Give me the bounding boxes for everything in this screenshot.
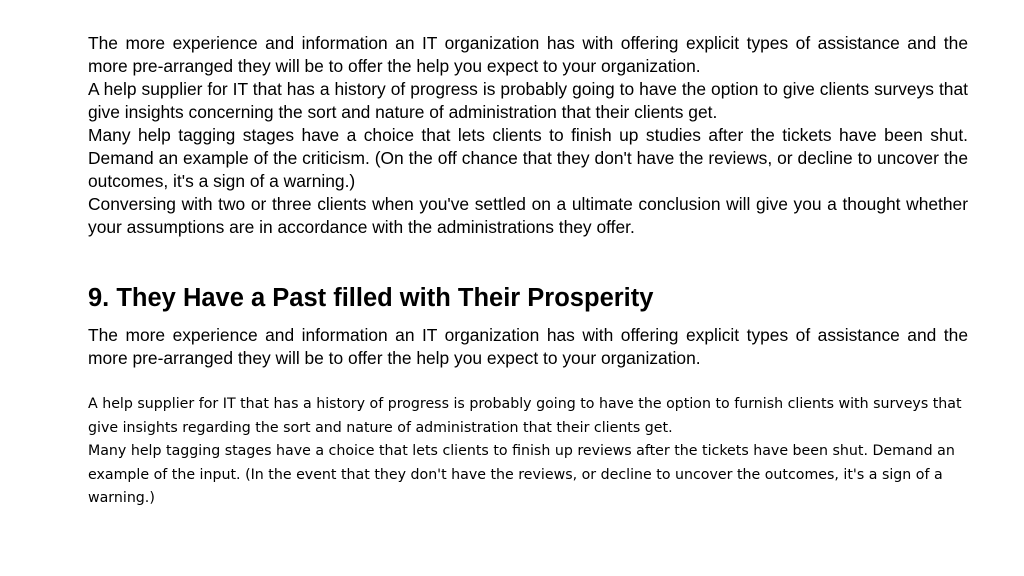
section-intro-block: [88, 324, 968, 370]
top-text-block: [88, 32, 968, 239]
paragraph-tagging: Many help tagging stages have a choice that lets clients to finish up studies after the tickets have been shut. Demand an example of the criticism. (On the off chance that they don't have the reviews, or decline to uncover the outcomes, it's a sign of a warning.): [88, 125, 968, 191]
paragraph-history-alt: A help supplier for IT that has a history of progress is probably going to have the option to furnish clients with surveys that give insights regarding the sort and nature of administration that their clients get.: [88, 396, 962, 436]
paragraph-conversing: Conversing with two or three clients when you've settled on a ultimate conclusion will give you a thought whether your assumptions are in accordance with the administrations they offer.: [88, 194, 968, 237]
paragraph-experience: The more experience and information an IT organization has with offering explicit types of assistance and the more pre-arranged they will be to offer the help you expect to your organization.: [88, 33, 968, 76]
paragraph-tagging-alt: Many help tagging stages have a choice that lets clients to finish up reviews after the tickets have been shut. Demand an example of the input. (In the event that they don't have the reviews, or decline to uncover the outcomes, it's a sign of a warning.): [88, 443, 955, 506]
section-heading: 9. They Have a Past filled with Their Prosperity: [88, 284, 654, 312]
paragraph-history: A help supplier for IT that has a history of progress is probably going to have the option to give clients surveys that give insights concerning the sort and nature of administration that their clients get.: [88, 79, 968, 122]
section-intro-paragraph: The more experience and information an IT organization has with offering explicit types of assistance and the more pre-arranged they will be to offer the help you expect to your organization.: [88, 325, 968, 368]
bottom-text-block: [88, 393, 968, 511]
